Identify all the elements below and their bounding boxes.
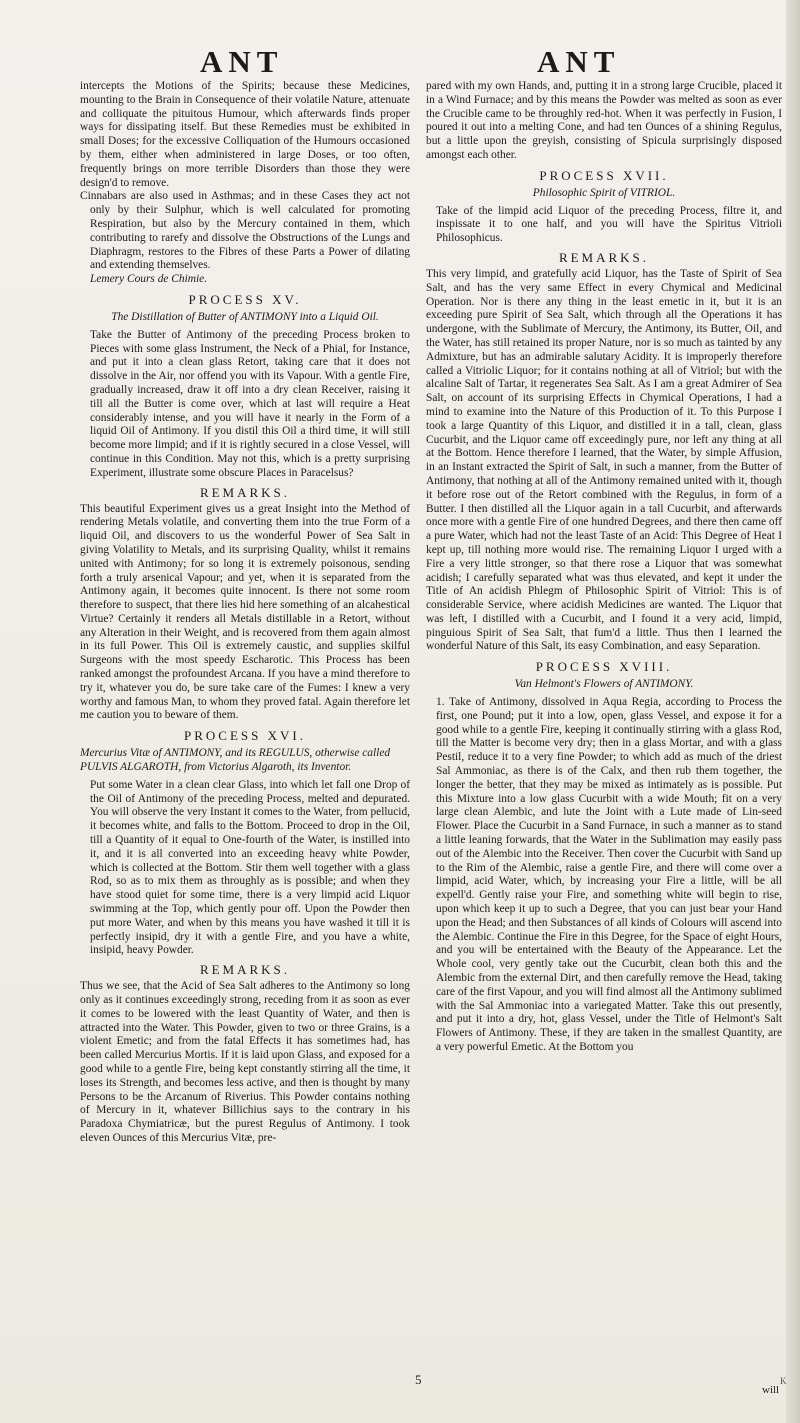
remarks-heading: REMARKS.: [558, 249, 650, 265]
intro-paragraph: intercepts the Motions of the Spirits; because these Medicines, mounting to the Brain in Consequence of their volatile Nature, attenuate and colliquate the pituitous Humour, which afterwards finds proper ways for dissipating itself. But these Remedies must be exhibited in small Doses; for the excessive Colliquation of the Humours occasioned by them, either when administered in large Doses, or too often, frequently brings on more terrible Disorders than those they were design'd to remove.: [80, 80, 410, 189]
process-18-heading: PROCESS XVIII.: [535, 659, 673, 675]
remarks-heading: REMARKS.: [199, 962, 291, 978]
process-15-subtitle: The Distillation of Butter of ANTIMONY into a Liquid Oil.: [111, 310, 379, 323]
remarks-17-text: This very limpid, and gratefully acid Liquor, has the Taste of Spirit of Sea Salt, and has the very same Effect in every Chymical and Medicinal Operation. Nor is there any thing in the least emetic in it, but it is an exceeding pure Spirit of Sea Salt, which through all the Operations it has undergone, with the Sublimate of Mercury, the Antimony, its Butter, Oil, and the Water, has still retained its proper Nature, nor is so much as tainted by any Admixture, but has an admirable salutary Acidity. It is improperly therefore called a Vitriolic Liquor; for it contains nothing at all of Vitriol; but with the alcaline Salt of Tartar, it regenerates Sea Salt. As I am a great Admirer of Sea Salt, on account of its surprising Effects in Chymical Operations, I had a mind to examine into the Nature of this Production of it. To this Purpose I took a large Quantity of this Liquor, and distilled it in a tall, clean, glass Cucurbit, and the Liquor came off exceedingly pure, nor left any thing at all at the Bottom. Hence therefore I learned, that the Water, by simple Affusion, in an Instant extracted the Spirit of Salt, in such a manner, from the Butter of Antimony, that nothing at all of the Antimony remained united with it, though it before rose out of the Retort combined with the Regulus, in form of a Butter. I then distilled all the Liquor again in a tall Cucurbit, and afterwards once more with a gentle Fire of one hundred Degrees, and there then came off a pure Water, which had not the least Taste of an Acid: This Degree of Heat I kept up, till nothing more would rise. The remaining Liquor I urged with a Fire a very little stronger, so that there rose a Liquor that was somewhat acidish; I carefully separated what was thus elevated, and kept it under the Title of An acidish Phlegm of Philosophic Spirit of Vitriol: This is of considerable Service, where acidish Medicines are wanted. The Liquor that was left, I distilled with a Cucurbit, and I found it a very acid, limpid, pinguious Spirit of Sea Salt, that fum'd a little. Thus then I learned the wonderful Nature of this Salt, its easy Combination, and easy Separation.: [426, 267, 782, 653]
page-number: 5: [415, 1372, 422, 1387]
citation: Lemery Cours de Chimie.: [90, 273, 208, 286]
process-16-heading: PROCESS XVI.: [184, 728, 306, 744]
remarks-heading: REMARKS.: [199, 484, 291, 500]
process-18-text: 1. Take of Antimony, dissolved in Aqua Regia, according to Process the first, one Pound; put it into a low, open, glass Vessel, and expose it for a good while to a gentle Fire, keeping it continually stirring with a glass Rod, till the Matter is become very dry; then in a glass Mortar, and with a glass Pestil, reduce it to a very fine Powder; to which add as much of the driest Sal Ammoniac, as there is of the Calx, and then rub them together, the longer the better, that they may be mixed as intimately as is possible. Put this Mixture into a low glass Cucurbit with a wide Mouth; fit on a very large clean Alembic, and lute the Joint with a Lute made of Lin-seed Flower. Place the Cucurbit in a Sand Furnace, in such a manner as to stand a little leaning forwards, that the Water in the Sublimation may easily pass out of the Alembic into the Receiver. Then cover the Cucurbit with Sand up to the Rim of the Alembic, raise a gentle Fire, and there will come over a limpid, acid Water, which, by increasing your Fire a little, will be all expell'd. Gently raise your Fire, and something white will begin to rise, upon which keep it up to such a Degree, that you can just bear your Hand upon the Head; and then Substances of all kinds of Colours will ascend into the Alembic. Continue the Fire in this Degree, for the Space of eight Hours, and you will be entertained with the Beauty of the Appearance. Let the Whole cool, very gently take out the Cucurbit, clean both this and the Alembic from the external Dirt, and then carefully remove the Head, taking care of the first Vapour, and you will find almost all the Antimony sublimed with the Sal Ammoniac into a variegated Matter. Take this out presently, and put it into a dry, hot, glass Vessel, under the Title of Helmont's Salt Flowers of Antimony. These, if they are taken in the smallest Quantity, are a very powerful Emetic. At the Bottom you: [436, 696, 782, 1053]
cinnabars-paragraph: Cinnabars are also used in Asthmas; and in these Cases they act not only by their Sulphur, which is well calculated for promoting Respiration, but also by the Mercury contained in them, which contributing to rarefy and dissolve the Obstructions of the Lungs and Diaphragm, restores to the Fibres of these Parts a Power of dilating and extending themselves.: [80, 190, 410, 272]
signature-mark: K: [780, 1376, 787, 1386]
process-17-subtitle: Philosophic Spirit of VITRIOL.: [532, 186, 676, 199]
catchword: will: [762, 1384, 780, 1396]
process-16-subtitle: Mercurius Vitæ of ANTIMONY, and its REGULUS, otherwise called PULVIS ALGAROTH, from Victorius Algaroth, its Inventor.: [80, 747, 391, 774]
process-15-text: Take the Butter of Antimony of the preceding Process broken to Pieces with some glass Instrument, the Neck of a Phial, for Instance, and put it into a clean glass Retort, taking care that it does not dissolve in the Air, nor offend you with its Vapour. With a gentle Fire, gradually increased, draw it off into a dry clean Receiver, raising it till all the Butter is come over, which at last will require a Heat considerably intense, and you will have it nearly in the Form of a liquid Oil of Antimony. If you distil this Oil a third time, it will still become more limpid; and if it is rightly secured in a close Vessel, will continue in this Condition. May not this, which is a pretty surprising Experiment, illustrate some obscure Places in Paracelsus?: [90, 328, 410, 479]
process-15-heading: PROCESS XV.: [188, 291, 302, 307]
right-column: [426, 80, 782, 1390]
continuation-paragraph: pared with my own Hands, and, putting it in a strong large Crucible, placed it in a Wind Furnace; and by this means the Powder was melted as soon as ever the Crucible came to be throughly red-hot. When it was perfectly in Fusion, I poured it out into a melting Cone, and had ten Ounces of a shining Regulus, but a little upon the greyish, consisting of Spicula surprisingly disposed amongst each other.: [426, 80, 782, 161]
process-18-subtitle: Van Helmont's Flowers of ANTIMONY.: [514, 678, 694, 691]
page-edge-strip: [786, 0, 800, 1423]
running-headword-left: ANT: [200, 44, 284, 79]
left-column: [80, 80, 410, 1390]
remarks-16-text: Thus we see, that the Acid of Sea Salt adheres to the Antimony so long only as it continues exceedingly strong, receding from it as soon as ever it comes to be lowered with the least Quantity of Water, and then is attracted into the Water. This Powder, given to two or three Grains, is a violent Emetic; and from the fatal Effects it has sometimes had, has been called Mercurius Mortis. If it is laid upon Glass, and exposed for a good while to a gentle Fire, being kept constantly stirring all the time, it loses its Strength, and becomes less active, and then is thought by many Persons to be the Arcanum of Riverius. This Powder contains nothing of Mercury in it, whatever Billichius says to the contrary in his Paradoxa Chymiatricæ, but the purest Regulus of Antimony. I took eleven Ounces of this Mercurius Vitæ, pre-: [80, 980, 410, 1144]
process-17-text: Take of the limpid acid Liquor of the preceding Process, filtre it, and inspissate it to one half, and you will have the Spiritus Vitrioli Philosophicus.: [436, 204, 782, 245]
running-headword-right: ANT: [537, 44, 621, 79]
process-17-heading: PROCESS XVII.: [539, 167, 669, 183]
process-16-text: Put some Water in a clean clear Glass, into which let fall one Drop of the Oil of Antimony of the preceding Process, melted and depurated. You will observe the very Instant it comes to the Water, from pellucid, it becomes white, and falls to the Bottom. Proceed to drop in the Oil, till a Quantity of it equal to One-fourth of the Water, is instilled into it, and it is all converted into an exceeding heavy white Powder, which is collected at the Bottom. Stir them well together with a glass Rod, so as to mix them as throughly as is possible; and when they have stood quiet for some time, there is a very limpid acid Liquor swimming at the Top, which gently pour off. Upon the Powder then put more Water, and when by this means you have washed it till it is perfectly insipid, dry it with a gentle Fire, and you have a white, insipid, heavy Powder.: [90, 778, 410, 957]
remarks-15-text: This beautiful Experiment gives us a great Insight into the Method of rendering Metals volatile, and converting them into the true Form of a liquid Oil, and discovers to us the wonderful Power of Sea Salt in giving Volatility to Metals, and its surprising Quality, whilst it remains united with Antimony; for so long it is extremely poisonous, sending forth a truly arsenical Vapour; and yet, when it is separated from the Antimony again, it becomes quite innocent. Is there not some room therefore to suspect, that there lies hid here something of an alcahestical Virtue? Certainly it renders all Metals distillable in a Retort, without any Alteration in their Weight, and is recovered from them again almost in its full Power. This Oil is extremely caustic, and supplies skilful Surgeons with the most speedy Escharotic. This Process has been ranked amongst the profoundest Arcana. If you have a mind therefore to try it, whatever you do, be sure take care of the Fumes: I knew a very worthy and famous Man, to whom they proved fatal. Again therefore let me caution you to beware of them.: [80, 502, 410, 722]
